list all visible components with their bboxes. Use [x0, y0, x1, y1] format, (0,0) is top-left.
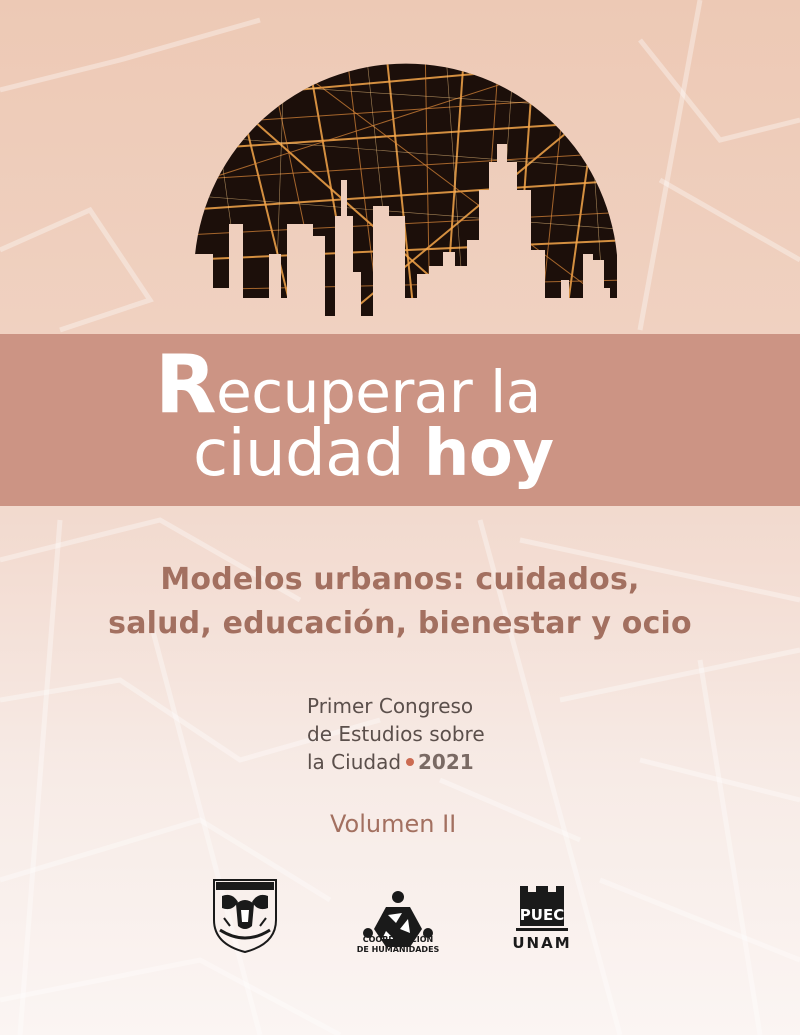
- congress-line-2: de Estudios sobre: [307, 722, 485, 746]
- unam-label: UNAM: [512, 934, 572, 952]
- title-word-ciudad: ciudad: [193, 417, 404, 491]
- congress-line-3-text: la Ciudad: [307, 750, 402, 774]
- subtitle-line-1: Modelos urbanos: cuidados,: [160, 562, 640, 597]
- accent-dot: [406, 758, 414, 766]
- title-word-hoy: hoy: [423, 417, 554, 491]
- city-skyline-map-illustration: [185, 40, 630, 325]
- congress-line-3: [307, 748, 567, 776]
- humanidades-caption-line-2: DE HUMANIDADES: [356, 945, 440, 954]
- unam-crest-icon: [208, 874, 282, 954]
- congress-year: 2021: [418, 750, 474, 774]
- title-initial: R: [155, 338, 217, 431]
- title-line-1: [155, 338, 541, 431]
- humanidades-caption: [350, 935, 446, 955]
- congress-line-1: Primer Congreso: [307, 694, 474, 718]
- subtitle-line-2: salud, educación, bienestar y ocio: [108, 606, 692, 641]
- puec-label: PUEC: [519, 906, 565, 924]
- title-line-2: [193, 417, 554, 491]
- humanidades-caption-line-1: COORDINACIÓN: [362, 935, 434, 944]
- puec-unam-icon: [512, 886, 572, 954]
- volume-label: Volumen II: [330, 810, 457, 838]
- title-line-1-text: ecuperar la: [216, 358, 541, 426]
